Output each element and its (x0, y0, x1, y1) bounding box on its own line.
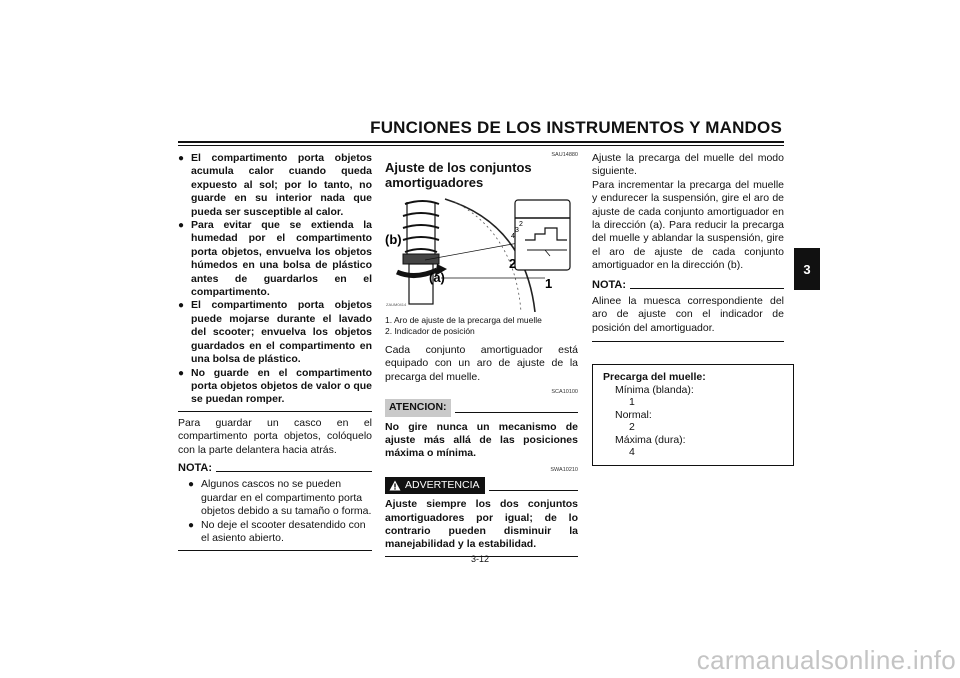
header-rule-thin (178, 145, 784, 146)
advertencia-text: Ajuste siempre los dos conjuntos amortiguadores por igual; de lo contrario pueden disminuir la manejabilidad y la estabilidad. (385, 498, 578, 551)
section-divider (178, 411, 372, 412)
spec-min-value: 1 (629, 396, 635, 409)
nota-item: ● No deje el scooter desatendido con el asiento abierto. (188, 518, 366, 544)
bullet-icon: ● (178, 153, 185, 164)
page-number: 3-12 (470, 554, 489, 564)
section-title: Ajuste de los conjuntos amortiguadores (385, 160, 532, 190)
middle-column (385, 152, 578, 562)
helmet-paragraph: Para guardar un casco en el compartimento porta objetos, colóquelo con la parte delantera hacia atrás. (178, 416, 372, 456)
warning-item: ● No guarde en el compartimento porta objetos objetos de valor o que se puedan romper. (178, 366, 372, 406)
spec-title: Precarga del muelle: (603, 371, 706, 384)
figure-label-s4: 4 (511, 233, 515, 240)
nota-heading (178, 462, 372, 475)
adjust-instructions: Para incrementar la precarga del muelle y endurecer la suspensión, gire el aro de ajuste de cada conjunto amortiguador en la dirección (a). Para reducir la precarga del muelle y ablandar la suspensión, gire el aro de ajuste de cada conjunto amortiguador en la dirección (b). (592, 178, 784, 272)
advertencia-code: SWA10210 (550, 466, 578, 473)
warning-item: ● Para evitar que se extienda la humedad por el compartimento porta objetos, envuelva los objetos húmedos en una bolsa de plástico antes de guardarlos en el compartimento. (178, 219, 372, 299)
advertencia-label: ADVERTENCIA (405, 478, 480, 491)
advertencia-label-box (385, 477, 485, 494)
intro-paragraph: Cada conjunto amortiguador está equipado con un aro de ajuste de la precarga del muelle. (385, 344, 578, 383)
bullet-icon: ● (178, 220, 185, 232)
atencion-label: ATENCION: (385, 399, 451, 416)
figure-label-2: 2 (509, 256, 517, 271)
nota-label-right: NOTA: (592, 278, 627, 291)
bullet-icon: ● (178, 367, 185, 379)
nota-text-right: Alinee la muesca correspondiente del aro de ajuste con el indicador de posición del amortiguador. (592, 295, 784, 334)
nota-label: NOTA: (178, 461, 213, 474)
atencion-code: SCA10100 (551, 389, 578, 396)
atencion-text: No gire nunca un mecanismo de ajuste más allá de las posiciones máxima o mínima. (385, 420, 578, 460)
figure-label-s3: 3 (515, 227, 519, 234)
nota-end-divider (178, 550, 372, 551)
watermark-text[interactable]: carmanualsonline.info (696, 645, 956, 675)
figure-label-s2: 2 (519, 221, 523, 228)
figure-caption: 2. Indicador de posición (385, 326, 475, 336)
spec-max-label: Máxima (dura): (615, 433, 686, 446)
section-code: SAU14880 (551, 152, 578, 158)
left-column (178, 152, 372, 556)
warning-item: ● El compartimento porta objetos puede mojarse durante el lavado del scooter; envuelva los objetos guardados en el compartimento en una bolsa de plástico. (178, 299, 372, 366)
figure-label-a: (a) (429, 270, 445, 285)
bullet-icon: ● (178, 300, 185, 312)
right-column (592, 152, 784, 466)
warning-triangle-icon (389, 480, 401, 491)
bullet-icon: ● (188, 479, 195, 491)
spec-normal-label: Normal: (615, 408, 652, 421)
spring-preload-spec-box (592, 364, 794, 466)
header-rule (178, 141, 784, 143)
spec-min-label: Mínima (blanda): (615, 383, 694, 396)
figure-code: ZAUM0414 (386, 302, 407, 307)
shock-absorber-figure (385, 194, 578, 312)
nota-heading-right (592, 279, 784, 292)
spec-normal-value: 2 (629, 421, 635, 434)
figure-label-b: (b) (385, 232, 402, 247)
nota-end-divider-right (592, 341, 784, 342)
nota-item: ● Algunos cascos no se pueden guardar en el compartimento porta objetos debido a su tamaño o forma. (188, 478, 372, 518)
bullet-icon: ● (188, 519, 195, 531)
page-header-title: FUNCIONES DE LOS INSTRUMENTOS Y MANDOS (370, 118, 782, 137)
shock-absorber-illustration (385, 194, 578, 312)
warning-item: ● El compartimento porta objetos acumula calor cuando queda expuesto al sol; por lo tanto, no guarde en su interior nada que pueda ser susceptible al calor. (178, 152, 372, 218)
atencion-heading (385, 399, 578, 416)
figure-caption: 1. Aro de ajuste de la precarga del muelle (385, 315, 542, 325)
spec-max-value: 4 (629, 446, 635, 459)
advertencia-heading (385, 477, 578, 494)
figure-label-1: 1 (545, 276, 553, 291)
chapter-tab[interactable]: 3 (794, 248, 820, 290)
adjust-intro: Ajuste la precarga del muelle del modo siguiente. (592, 152, 784, 178)
